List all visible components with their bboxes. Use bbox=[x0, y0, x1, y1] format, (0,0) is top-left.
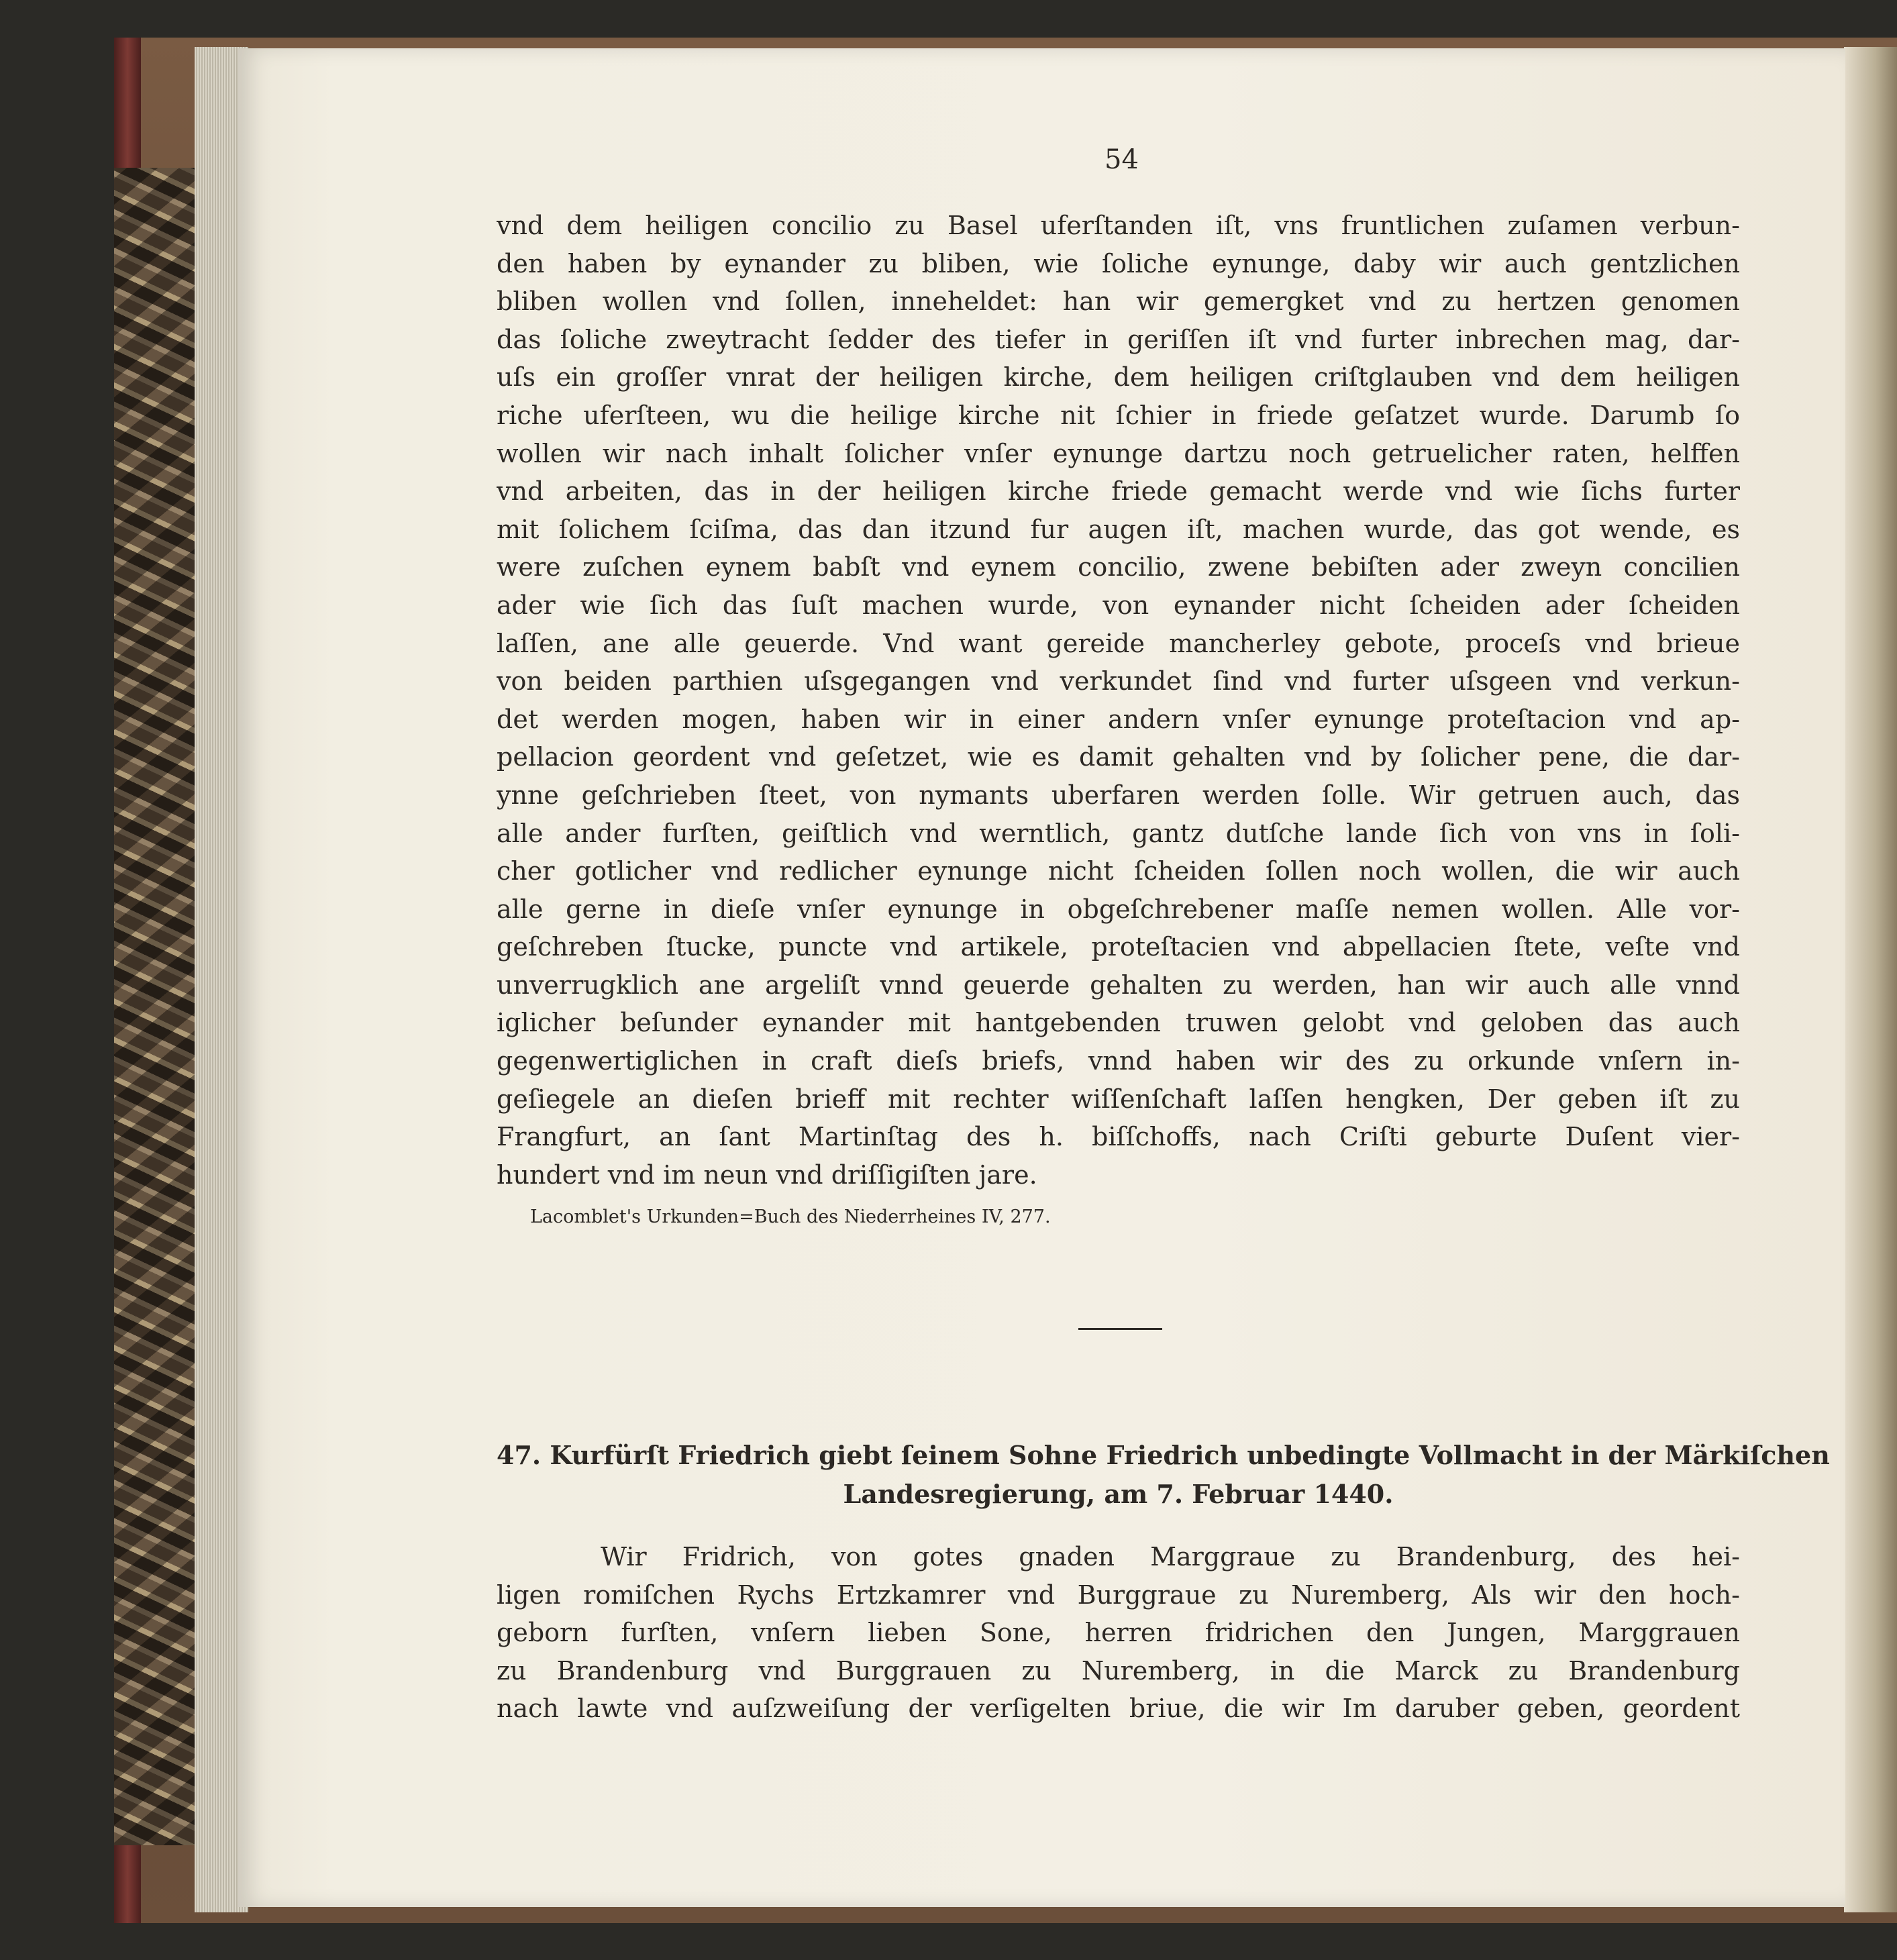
text-line: geborn furſten, vnſern lieben Sone, herren fridrichen den Jungen, Marggrauen bbox=[497, 1618, 1740, 1648]
text-line: were zuſchen eynem babſt vnd eynem concilio, zwene bebiſten ader zweyn concilien bbox=[497, 552, 1740, 582]
text-line: geſchreben ſtucke, puncte vnd artikele, proteſtacien vnd abpellacien ſtete, veſte vnd bbox=[497, 932, 1740, 962]
text-line: nach lawte vnd auſzweiſung der verſigelten briue, die wir Im daruber geben, geordent bbox=[497, 1694, 1740, 1724]
text-line: alle ander furſten, geiſtlich vnd werntlich, gantz dutſche lande ſich von vns in ſoli- bbox=[497, 818, 1740, 848]
text-line: pellacion geordent vnd geſetzet, wie es damit gehalten vnd by ſolicher pene, die dar- bbox=[497, 742, 1740, 772]
text-line: den haben by eynander zu bliben, wie ſoliche eynunge, daby wir auch gentzlichen bbox=[497, 248, 1740, 278]
text-line: det werden mogen, haben wir in einer andern vnſer eynunge proteſtacion vnd ap- bbox=[497, 704, 1740, 734]
text-line: hundert vnd im neun vnd driſſigiſten jare. bbox=[497, 1159, 1037, 1190]
text-line: vnd dem heiligen concilio zu Basel uferſtanden iſt, vns fruntlichen zuſamen verbun- bbox=[497, 211, 1740, 240]
text-line: cher gotlicher vnd redlicher eynunge nicht ſcheiden ſollen noch wollen, die wir auch bbox=[497, 856, 1740, 886]
text-line: geſiegele an dieſen brieff mit rechter wiſſenſchaft laſſen hengken, Der geben iſt zu bbox=[497, 1084, 1740, 1114]
text-line: Wir Fridrich, von gotes gnaden Marggraue zu Brandenburg, des hei- bbox=[601, 1542, 1740, 1571]
document-heading bbox=[497, 1436, 1830, 1514]
heading-line: Landesregierung, am 7. Februar 1440. bbox=[843, 1479, 1394, 1509]
text-line: das ſoliche zweytracht ſedder des tiefer in geriſſen iſt vnd furter inbrechen mag, dar- bbox=[497, 324, 1740, 354]
text-line: uſs ein groſſer vnrat der heiligen kirche, dem heiligen criſtglauben vnd dem heiligen bbox=[497, 362, 1740, 393]
text-line: mit ſolichem ſciſma, das dan itzund fur augen iſt, machen wurde, das got wende, es bbox=[497, 514, 1740, 544]
text-line: alle gerne in dieſe vnſer eynunge in obgeſchrebener maſſe nemen wollen. Alle vor- bbox=[497, 894, 1740, 924]
heading-line: 47. Kurfürſt Friedrich giebt ſeinem Sohne Friedrich unbedingte Vollmacht in der Märkiſchen bbox=[497, 1440, 1830, 1470]
text-line: bliben wollen vnd ſollen, inneheldet: han wir gemergket vnd zu hertzen genomen bbox=[497, 287, 1740, 317]
text-line: unverrugklich ane argeliſt vnnd geuerde gehalten zu werden, han wir auch alle vnnd bbox=[497, 970, 1740, 1000]
text-line: iglicher beſunder eynander mit hantgebenden truwen gelobt vnd geloben das auch bbox=[497, 1008, 1740, 1038]
text-line: wollen wir nach inhalt ſolicher vnſer eynunge dartzu noch getruelicher raten, helffen bbox=[497, 438, 1740, 468]
text-line: ligen romiſchen Rychs Ertzkamrer vnd Burggraue zu Nuremberg, Als wir den hoch- bbox=[497, 1580, 1740, 1610]
marbled-endpaper bbox=[114, 168, 195, 1845]
section-divider bbox=[1078, 1328, 1162, 1330]
text-line: laſſen, ane alle geuerde. Vnd want gereide mancherley gebote, proceſs vnd brieue bbox=[497, 628, 1740, 658]
text-line: riche uferſteen, wu die heilige kirche nit ſchier in friede geſatzet wurde. Darumb ſo bbox=[497, 400, 1740, 430]
text-line: gegenwertiglichen in craft dieſs briefs, vnnd haben wir des zu orkunde vnſern in- bbox=[497, 1046, 1740, 1076]
text-line: vnd arbeiten, das in der heiligen kirche friede gemacht werde vnd wie ſichs furter bbox=[497, 476, 1740, 507]
text-line: ader wie ſich das ſuſt machen wurde, von eynander nicht ſcheiden ader ſcheiden bbox=[497, 590, 1740, 620]
page-edges-right bbox=[1844, 47, 1897, 1912]
source-citation: Lacomblet's Urkunden=Buch des Niederrheines IV, 277. bbox=[530, 1206, 1051, 1227]
paragraph-2 bbox=[497, 1538, 1740, 1728]
text-line: Frangfurt, an ſant Martinſtag des h. biſſchoffs, nach Criſti geburte Duſent vier- bbox=[497, 1122, 1740, 1152]
page-number: 54 bbox=[1105, 144, 1139, 175]
text-line: ynne geſchrieben ſteet, von nymants uberfaren werden ſolle. Wir getruen auch, das bbox=[497, 780, 1740, 810]
text-line: von beiden parthien uſsgegangen vnd verkundet ſind vnd furter uſsgeen vnd verkun- bbox=[497, 666, 1740, 697]
paragraph-1 bbox=[497, 207, 1740, 1194]
text-line: zu Brandenburg vnd Burggrauen zu Nuremberg, in die Marck zu Brandenburg bbox=[497, 1655, 1740, 1686]
